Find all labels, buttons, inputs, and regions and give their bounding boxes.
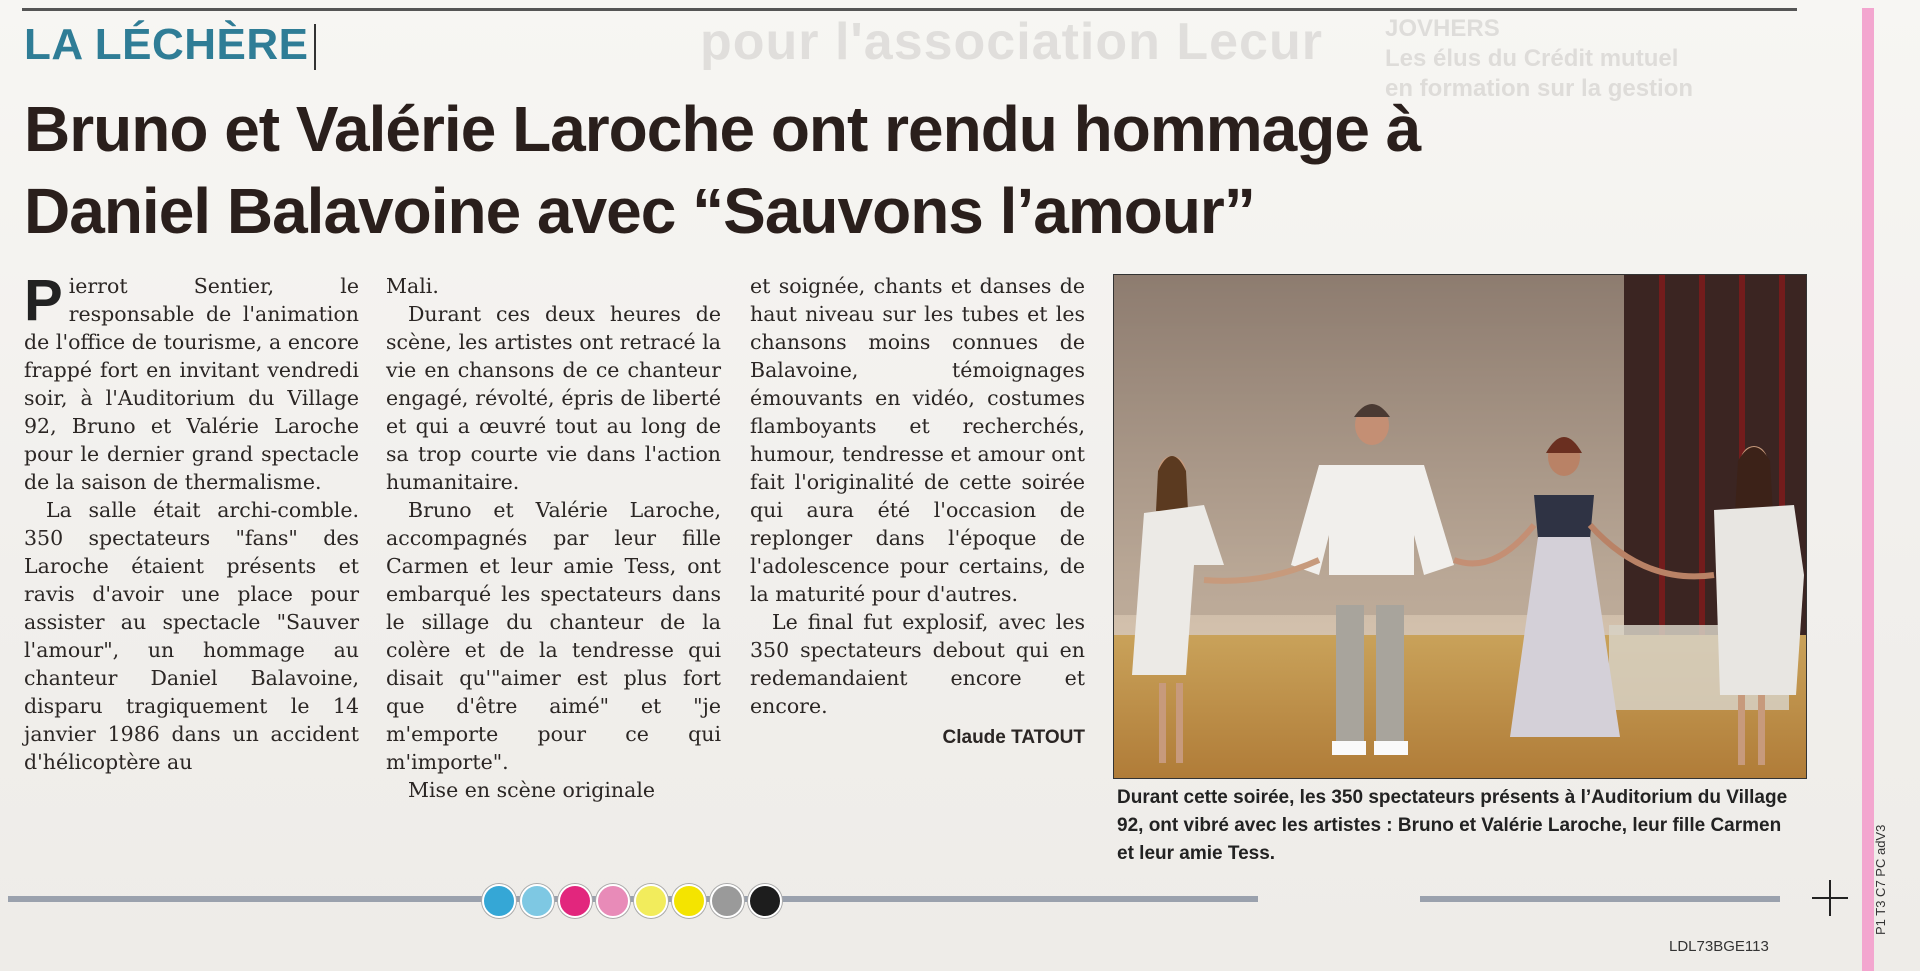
paragraph-text: ierrot Sentier, le responsable de l'animation de l'office de tourisme, a encore frappé fort en invitant vendredi soir, à l'Auditorium du Village 92, Bruno et Valérie Laroche pour le dernier grand spectacle de la saison de thermalisme.: [24, 274, 359, 494]
stage-photo: [1113, 274, 1807, 779]
byline: Claude TATOUT: [942, 727, 1085, 748]
registration-dot: [520, 884, 554, 918]
stage-photo-illustration: [1114, 275, 1806, 778]
bleed-through-text: pour l'association Lecur: [700, 13, 1323, 71]
section-rubric: LA LÉCHÈRE: [24, 20, 309, 69]
registration-dot: [710, 884, 744, 918]
paragraph: Mali.: [386, 274, 439, 298]
paragraph: Le final fut explosif, avec les 350 spectateurs debout qui en redemandaient encore et encore.: [750, 610, 1085, 718]
article-headline: Bruno et Valérie Laroche ont rendu hommage à Daniel Balavoine avec “Sauvons l’amour”: [24, 93, 1421, 247]
registration-dot: [596, 884, 630, 918]
top-rule: [22, 8, 1797, 11]
article-column-1: [24, 268, 359, 776]
paragraph: Mise en scène originale: [408, 778, 656, 802]
registration-dot: [672, 884, 706, 918]
photo-caption: Durant cette soirée, les 350 spectateurs présents à l’Auditorium du Village 92, ont vibré avec les artistes : Bruno et Valérie Laroche, leur fille Carmen et leur amie Tess.: [1117, 787, 1788, 864]
registration-dot: [634, 884, 668, 918]
bottom-rule: [1420, 896, 1780, 902]
article-column-2: [386, 272, 721, 804]
crop-mark-icon: [1812, 880, 1848, 916]
paragraph: Bruno et Valérie Laroche, accompagnés par leur fille Carmen et leur amie Tess, ont embarqué les spectateurs dans le sillage du chanteur de la colère et de la tendresse qui disait qu'"aimer est plus fort que d'être aimé" et "je m'emporte pour ce qui m'importe".: [386, 498, 721, 774]
bleed-through-column: JOVHERS Les élus du Crédit mutuel en formation sur la gestion: [1385, 15, 1694, 102]
color-registration-marks: [482, 884, 782, 918]
paragraph: [24, 268, 359, 496]
article-column-3: [750, 272, 1085, 752]
dropcap: P: [24, 268, 63, 333]
registration-dot: [558, 884, 592, 918]
page-code: LDL73BGE113: [1669, 938, 1769, 955]
paragraph: et soignée, chants et danses de haut niveau sur les tubes et les chansons moins connues de Balavoine, témoignages émouvants en vidéo, costumes flamboyants et recherchés, humour, tendresse et amour ont fait l'originalité de cette soirée qui aura été l'occasion de replonger dans l'époque de l'adolescence pour certains, de la maturité pour d'autres.: [750, 274, 1085, 606]
paragraph: Durant ces deux heures de scène, les artistes ont retracé la vie en chansons de ce chanteur engagé, révolté, épris de liberté et qui a œuvré tout au long de sa trop courte vie dans l'action humanitaire.: [386, 302, 721, 494]
paragraph: La salle était archi-comble. 350 spectateurs "fans" des Laroche étaient présents et ravis d'avoir une place pour assister au spectacle "Sauver l'amour", un hommage au chanteur Daniel Balavoine, disparu tragiquement le 14 janvier 1986 dans un accident d'hélicoptère au: [24, 498, 359, 774]
rubric-divider: [314, 24, 316, 70]
side-print-code: P1 T3 C7 PC adV3: [1873, 824, 1888, 935]
registration-dot: [482, 884, 516, 918]
registration-dot: [748, 884, 782, 918]
